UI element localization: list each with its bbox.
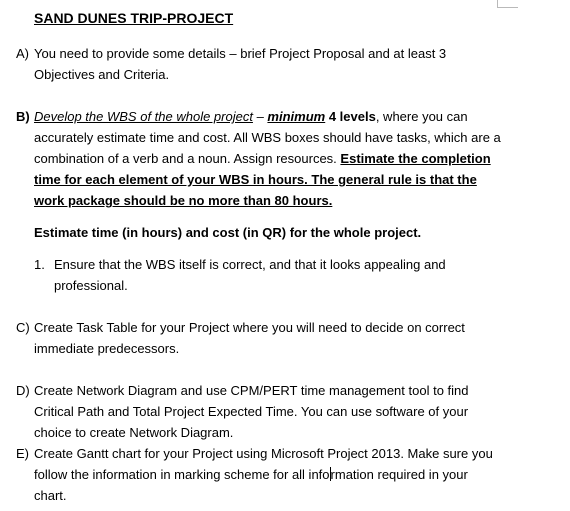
- estimate-completion-text: Estimate the completion time for each element of your WBS in hours. The general rule is that the work package should be no more than 80 hours.: [34, 151, 491, 208]
- item-a-marker: A): [16, 46, 29, 61]
- item-b-text: [34, 106, 501, 211]
- item-e-text[interactable]: [34, 443, 501, 506]
- list-item-a: [16, 43, 501, 85]
- numbered-item-1-text: Ensure that the WBS itself is correct, and that it looks appealing and professional.: [54, 257, 446, 293]
- levels-text: 4 levels: [325, 109, 376, 124]
- dash-text: –: [252, 109, 268, 124]
- item-e-marker: E): [16, 446, 29, 461]
- item-e-text-after-cursor: rmation required in your chart.: [34, 467, 468, 503]
- list-item-b: [16, 106, 501, 211]
- numbered-item-1: [34, 254, 494, 296]
- item-c-text: Create Task Table for your Project where you will need to decide on correct immediate predecessors.: [34, 320, 465, 356]
- item-b-marker: B): [16, 109, 30, 124]
- estimate-total-text: Estimate time (in hours) and cost (in QR) for the whole project.: [34, 225, 422, 240]
- wbs-instructions-text: , where you can accurately estimate time and cost. All WBS boxes should have tasks, which are a combination of a verb and a noun. Assign resources.: [34, 109, 501, 166]
- item-c-marker: C): [16, 320, 30, 335]
- numbered-item-1-marker: 1.: [34, 257, 45, 272]
- list-item-e: [16, 443, 501, 506]
- list-item-c: [16, 317, 501, 359]
- item-d-text: Create Network Diagram and use CPM/PERT time management tool to find Critical Path and Total Project Expected Time. You can use software of your choice to create Network Diagram.: [34, 383, 469, 440]
- develop-wbs-phrase: Develop the WBS of the whole project: [34, 109, 253, 124]
- document-title: SAND DUNES TRIP-PROJECT: [34, 10, 234, 26]
- item-a-text: You need to provide some details – brief Project Proposal and at least 3 Objectives and Criteria.: [34, 46, 447, 82]
- item-e-text-before-cursor: Create Gantt chart for your Project using Microsoft Project 2013. Make sure you follow the information in marking scheme for all info: [34, 446, 493, 482]
- minimum-word: minimum: [267, 109, 326, 124]
- item-d-marker: D): [16, 383, 30, 398]
- list-item-d: [16, 380, 501, 443]
- page-corner-mark: [497, 0, 518, 8]
